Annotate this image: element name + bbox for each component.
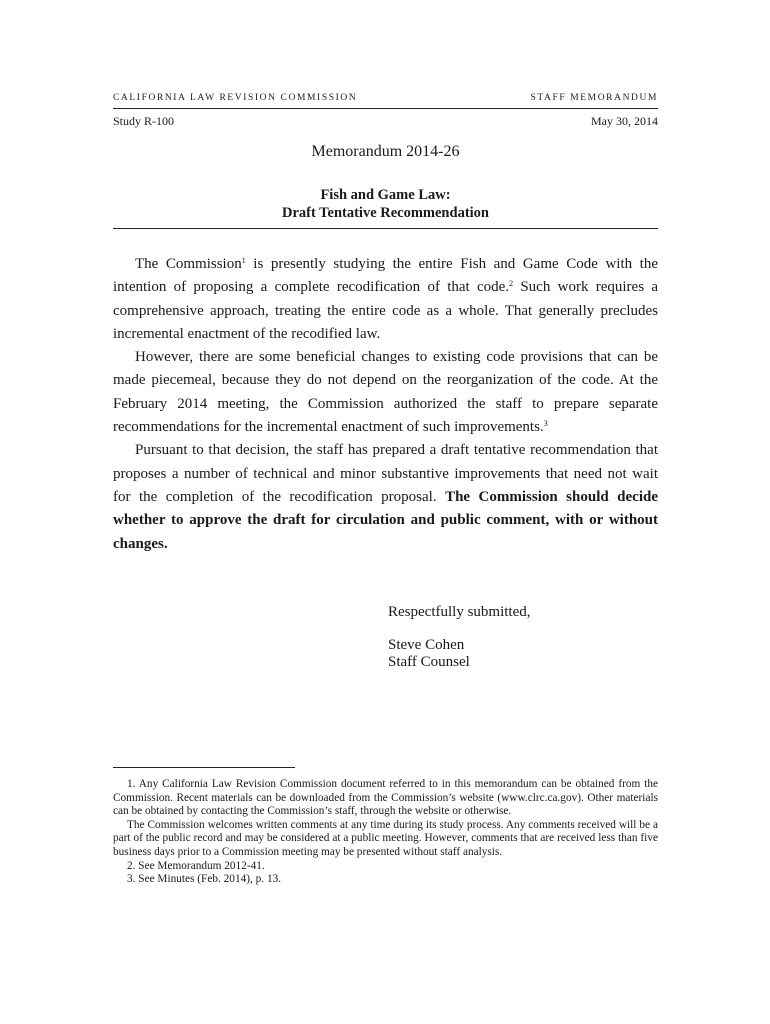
footnote-1-continued: The Commission welcomes written comments at any time during its study process. Any comments received will be a part of the public record and may be considered at a public meeting. However, comments that are received less than five business days prior to a Commission meeting may be presented without staff analysis. [113,818,658,858]
body-paragraph-3 [113,439,658,555]
footnote-ref-3: 3 [543,419,548,429]
body-text: is presently studying the entire Fish and Game Code with the intention of proposing a complete recodification of that code. [113,256,658,296]
subject-line-1: Fish and Game Law: [320,187,451,203]
memorandum-page [113,0,658,1024]
study-date-row [113,114,658,129]
closing-salutation: Respectfully submitted, [388,604,531,620]
subject-heading [113,186,658,222]
body-text: However, there are some beneficial changes to existing code provisions that can be made piecemeal, because they do not depend on the reorganization of the code. At the February 2014 meeting, the Commission authorized the staff to prepare separate recommendations for the incremental enactment of such improvements. [113,349,658,436]
body-paragraph-2 [113,346,658,439]
footnote-3: 3. See Minutes (Feb. 2014), p. 13. [127,873,282,886]
footnote-divider [113,767,295,768]
body-text: Pursuant to that decision, the staff has prepared a draft tentative recommendation that proposes a number of technical and minor substantive improvements that need not wait for the completion of the recodification proposal. [113,442,658,505]
body-paragraph-1 [113,253,658,346]
letterhead [113,93,658,103]
footnotes [113,778,658,887]
footnote-ref-2: 2 [509,279,514,289]
footnote-ref-1: 1 [241,256,246,265]
subject-line-2: Draft Tentative Recommendation [281,205,489,221]
footnote-1: 1. Any California Law Revision Commission document referred to in this memorandum can be obtained from the Commission. Recent materials can be downloaded from the Commission’s website (www.clrc.ca.gov). Other materials can be obtained by contacting the Commission’s staff, through the website or otherwise. [113,778,658,818]
body-text: The Commission [135,256,242,272]
footnote-2: 2. See Memorandum 2012-41. [127,859,265,872]
body-text: Such work requires a comprehensive approach, treating the entire code as a whole. That generally precludes incremental enactment of the recodified law. [113,279,658,342]
signer-name: Steve Cohen [388,637,465,653]
signature-block [388,637,470,671]
subject-divider [113,228,658,229]
decision-request: The Commission should decide whether to approve the draft for circulation and public comment, with or without changes. [113,488,658,552]
memo-body [113,253,658,556]
signer-title: Staff Counsel [388,654,470,670]
study-number: Study R-100 [113,114,175,128]
memorandum-number: Memorandum 2014-26 [311,143,460,160]
document-type: STAFF MEMORANDUM [530,93,658,103]
header-divider [113,108,658,109]
memo-date: May 30, 2014 [591,114,658,128]
organization-name: CALIFORNIA LAW REVISION COMMISSION [113,93,358,103]
